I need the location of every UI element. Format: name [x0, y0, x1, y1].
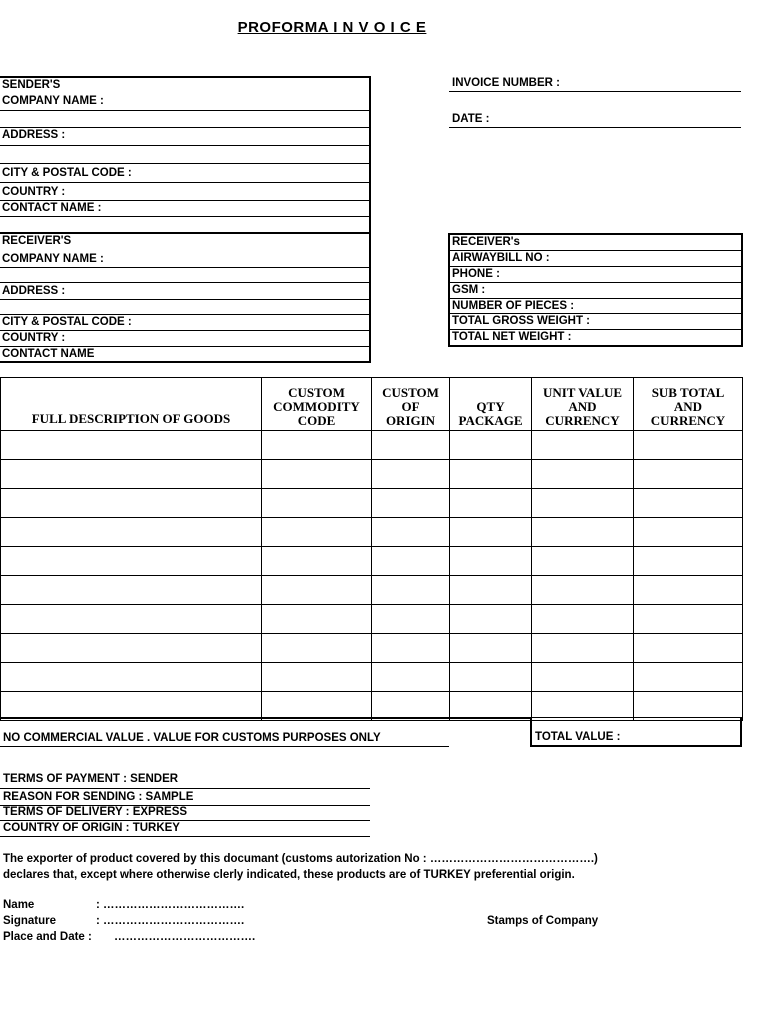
cell-description[interactable]: [1, 518, 262, 547]
cell-origin[interactable]: [372, 547, 450, 576]
receiver-address-extra[interactable]: [0, 300, 369, 315]
goods-row: [1, 431, 743, 460]
sender-contact-field[interactable]: CONTACT NAME :: [0, 201, 369, 217]
sender-box: [0, 76, 371, 234]
receiver-city-field[interactable]: CITY & POSTAL CODE :: [0, 315, 369, 331]
date-line[interactable]: [449, 127, 741, 128]
net-weight-field[interactable]: TOTAL NET WEIGHT :: [452, 331, 572, 343]
no-commercial-underline: [0, 746, 449, 747]
cell-sub-total[interactable]: [634, 431, 743, 460]
gsm-field[interactable]: GSM :: [450, 283, 741, 299]
sender-contact-extra[interactable]: [0, 217, 369, 232]
cell-description[interactable]: [1, 489, 262, 518]
cell-unit-value[interactable]: [532, 576, 634, 605]
cell-commodity-code[interactable]: [262, 576, 372, 605]
date-label: DATE :: [452, 113, 490, 125]
terms-payment: TERMS OF PAYMENT : SENDER: [3, 773, 179, 785]
goods-row: [1, 663, 743, 692]
cell-unit-value[interactable]: [532, 663, 634, 692]
pieces-field[interactable]: NUMBER OF PIECES :: [450, 299, 741, 314]
cell-sub-total[interactable]: [634, 605, 743, 634]
page-title: PROFORMA I N V O I C E: [237, 19, 427, 36]
terms-delivery: TERMS OF DELIVERY : EXPRESS: [3, 806, 188, 818]
terms-line-4: [0, 836, 370, 837]
cell-commodity-code[interactable]: [262, 547, 372, 576]
cell-qty-package[interactable]: [450, 518, 532, 547]
cell-qty-package[interactable]: [450, 460, 532, 489]
goods-row: [1, 518, 743, 547]
cell-qty-package[interactable]: [450, 634, 532, 663]
sender-address-extra[interactable]: [0, 146, 369, 164]
phone-field[interactable]: PHONE :: [450, 267, 741, 283]
sender-city-field[interactable]: CITY & POSTAL CODE :: [0, 164, 369, 183]
cell-unit-value[interactable]: [532, 518, 634, 547]
name-field[interactable]: : ……………………………….: [96, 899, 245, 911]
goods-row: [1, 460, 743, 489]
cell-commodity-code[interactable]: [262, 605, 372, 634]
cell-description[interactable]: [1, 634, 262, 663]
gross-weight-field[interactable]: TOTAL GROSS WEIGHT :: [450, 314, 741, 330]
cell-qty-package[interactable]: [450, 547, 532, 576]
goods-row: [1, 634, 743, 663]
cell-unit-value[interactable]: [532, 634, 634, 663]
goods-row: [1, 576, 743, 605]
sender-country-field[interactable]: COUNTRY :: [0, 183, 369, 201]
total-value-box[interactable]: [530, 717, 742, 747]
total-value-label: TOTAL VALUE :: [535, 731, 621, 743]
cell-commodity-code[interactable]: [262, 489, 372, 518]
invoice-number-label: INVOICE NUMBER :: [452, 77, 560, 89]
terms-line-1: [0, 788, 370, 789]
header-sub-total: SUB TOTAL AND CURRENCY: [634, 378, 743, 431]
cell-sub-total[interactable]: [634, 547, 743, 576]
cell-qty-package[interactable]: [450, 605, 532, 634]
receiver-company-field[interactable]: COMPANY NAME :: [0, 251, 369, 268]
terms-reason: REASON FOR SENDING : SAMPLE: [3, 791, 194, 803]
table-bottom-rule: [0, 717, 530, 719]
cell-unit-value[interactable]: [532, 547, 634, 576]
cell-description[interactable]: [1, 431, 262, 460]
cell-description[interactable]: [1, 663, 262, 692]
signature-field[interactable]: : ……………………………….: [96, 915, 245, 927]
cell-unit-value[interactable]: [532, 489, 634, 518]
cell-origin[interactable]: [372, 518, 450, 547]
cell-origin[interactable]: [372, 634, 450, 663]
cell-description[interactable]: [1, 576, 262, 605]
sender-company-field[interactable]: COMPANY NAME :: [0, 94, 369, 111]
header-origin: CUSTOM OF ORIGIN: [372, 378, 450, 431]
cell-sub-total[interactable]: [634, 489, 743, 518]
cell-origin[interactable]: [372, 576, 450, 605]
place-date-label: Place and Date :: [3, 931, 92, 943]
stamps-of-company: Stamps of Company: [487, 915, 599, 927]
receiver-address-field[interactable]: ADDRESS :: [0, 283, 369, 300]
header-commodity-code: CUSTOM COMMODITY CODE: [262, 378, 372, 431]
cell-sub-total[interactable]: [634, 576, 743, 605]
cell-sub-total[interactable]: [634, 518, 743, 547]
receiver-company-extra[interactable]: [0, 268, 369, 283]
airwaybill-field[interactable]: AIRWAYBILL NO :: [450, 251, 741, 267]
sender-address-field[interactable]: ADDRESS :: [0, 128, 369, 146]
receiver-heading: RECEIVER'S: [2, 235, 72, 247]
invoice-number-line[interactable]: [449, 91, 741, 92]
cell-unit-value[interactable]: [532, 605, 634, 634]
place-date-field[interactable]: ……………………………….: [114, 931, 256, 943]
cell-origin[interactable]: [372, 605, 450, 634]
receiver-box: [0, 232, 371, 363]
signature-label: Signature: [3, 915, 57, 927]
goods-row: [1, 547, 743, 576]
goods-table: [0, 377, 743, 721]
cell-origin[interactable]: [372, 489, 450, 518]
cell-description[interactable]: [1, 605, 262, 634]
sender-company-extra[interactable]: [0, 111, 369, 128]
declaration-line-1: The exporter of product covered by this documant (customs autorization No : …………………………………….): [3, 853, 598, 865]
sender-heading: SENDER'S: [2, 79, 61, 91]
cell-sub-total[interactable]: [634, 634, 743, 663]
cell-commodity-code[interactable]: [262, 431, 372, 460]
receiver-country-field[interactable]: COUNTRY :: [0, 331, 369, 347]
goods-row: [1, 489, 743, 518]
receiver-right-heading: RECEIVER's: [450, 235, 741, 251]
cell-sub-total[interactable]: [634, 460, 743, 489]
cell-sub-total[interactable]: [634, 663, 743, 692]
cell-unit-value[interactable]: [532, 431, 634, 460]
cell-commodity-code[interactable]: [262, 634, 372, 663]
header-qty-package: QTY PACKAGE: [450, 378, 532, 431]
receiver-right-box: [448, 233, 743, 347]
cell-description[interactable]: [1, 460, 262, 489]
cell-origin[interactable]: [372, 431, 450, 460]
cell-origin[interactable]: [372, 663, 450, 692]
terms-origin: COUNTRY OF ORIGIN : TURKEY: [3, 822, 180, 834]
cell-qty-package[interactable]: [450, 431, 532, 460]
declaration-line-2: declares that, except where otherwise clerly indicated, these products are of TURKEY preferential origin.: [3, 869, 575, 881]
cell-unit-value[interactable]: [532, 460, 634, 489]
cell-qty-package[interactable]: [450, 663, 532, 692]
header-description: FULL DESCRIPTION OF GOODS: [1, 378, 262, 431]
goods-header-row: [1, 378, 743, 431]
cell-commodity-code[interactable]: [262, 460, 372, 489]
no-commercial-value-note: NO COMMERCIAL VALUE . VALUE FOR CUSTOMS PURPOSES ONLY: [3, 732, 381, 744]
cell-qty-package[interactable]: [450, 489, 532, 518]
name-label: Name: [3, 899, 35, 911]
receiver-contact-field[interactable]: CONTACT NAME: [2, 348, 95, 360]
header-unit-value: UNIT VALUE AND CURRENCY: [532, 378, 634, 431]
cell-description[interactable]: [1, 547, 262, 576]
cell-commodity-code[interactable]: [262, 663, 372, 692]
cell-qty-package[interactable]: [450, 576, 532, 605]
cell-origin[interactable]: [372, 460, 450, 489]
goods-row: [1, 605, 743, 634]
cell-commodity-code[interactable]: [262, 518, 372, 547]
